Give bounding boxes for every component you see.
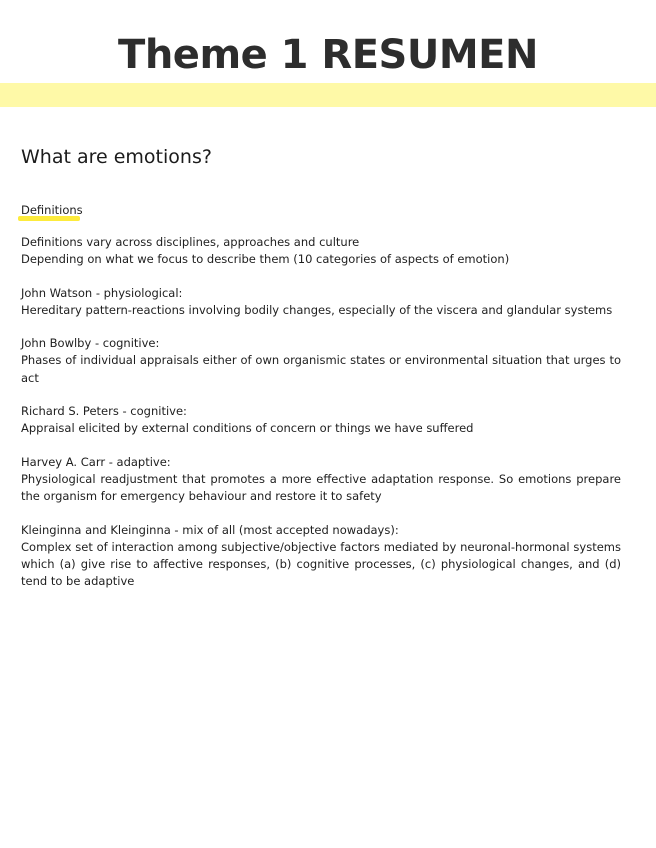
entry-author: Harvey A. Carr - adaptive:: [21, 454, 171, 469]
definition-entry: [21, 335, 621, 387]
entry-text: Hereditary pattern-reactions involving bodily changes, especially of the viscera and glandular systems: [21, 302, 613, 317]
entry-text: Physiological readjustment that promotes a more effective adaptation response. So emotions prepare the organism for emergency behaviour and restore it to safety: [21, 471, 621, 504]
entry-author: Richard S. Peters - cognitive:: [21, 404, 187, 419]
definition-entry: [21, 285, 621, 320]
entry-text: Phases of individual appraisals either of own organismic states or environmental situation that urges to act: [21, 353, 621, 385]
definitions-subheading: Definitions: [21, 203, 83, 217]
entry-text: Complex set of interaction among subjective/objective factors mediated by neuronal-hormonal systems which (a) give rise to affective responses, (b) cognitive processes, (c) physiological changes, and (d) tend to be adaptive: [21, 539, 621, 589]
title-highlight-band: [0, 83, 656, 107]
intro-line: Definitions vary across disciplines, approaches and culture: [21, 235, 360, 249]
intro-paragraph: [21, 234, 621, 269]
document-body: [21, 234, 621, 607]
entry-text: Appraisal elicited by external conditions of concern or things we have suffered: [21, 421, 474, 436]
entry-author: John Watson - physiological:: [21, 285, 183, 300]
entry-author: John Bowlby - cognitive:: [21, 336, 160, 351]
definition-entry: [21, 403, 621, 438]
section-heading: What are emotions?: [21, 146, 212, 168]
entry-author: Kleinginna and Kleinginna - mix of all (most accepted nowadays):: [21, 522, 399, 537]
definitions-subheading-block: [20, 199, 84, 218]
definition-entry: [21, 454, 621, 506]
intro-line: Depending on what we focus to describe them (10 categories of aspects of emotion): [21, 252, 510, 267]
definition-entry: [21, 522, 621, 591]
document-title: Theme 1 RESUMEN: [118, 32, 538, 78]
